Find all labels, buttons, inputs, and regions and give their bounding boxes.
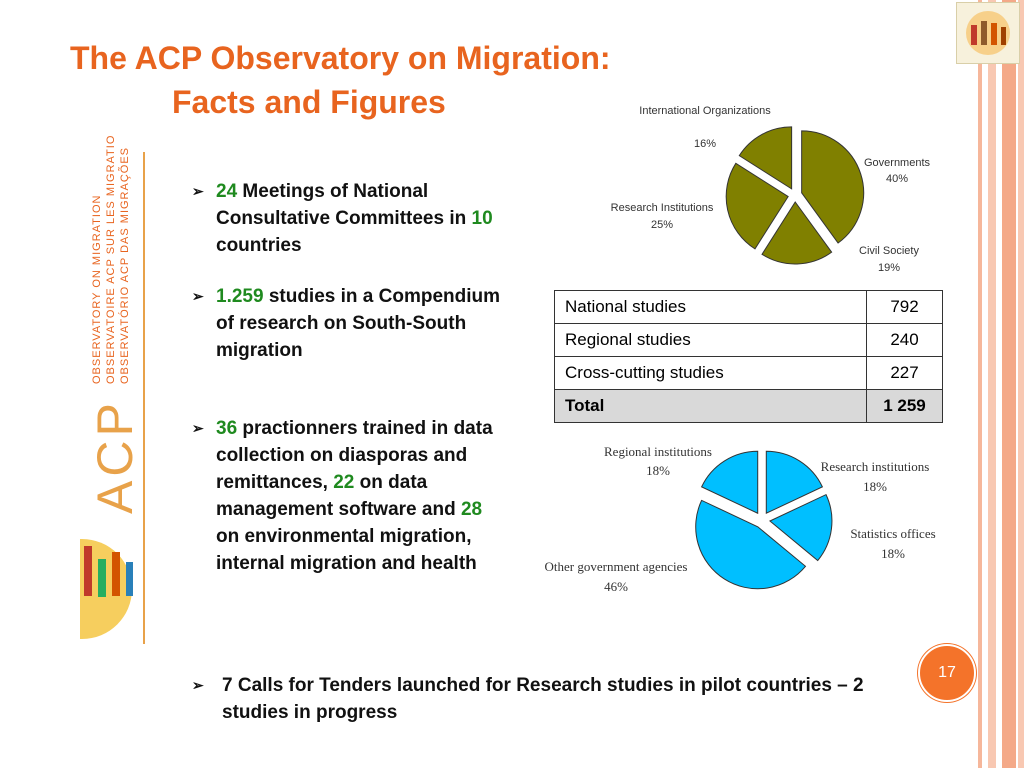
- bullet-arrow-icon: ➢: [192, 420, 204, 436]
- bullet-item-studies: [192, 283, 504, 364]
- pie2-pct-research-institutions: 18%: [863, 479, 887, 494]
- pie1-pct-governments: 40%: [885, 173, 909, 185]
- pie-chart-stakeholders: [590, 100, 950, 280]
- pie1-label-international-organizations: International Organizations: [639, 105, 771, 117]
- decor-stripe: [1018, 0, 1024, 768]
- bullet-text: on environmental migration, internal migration and health: [216, 526, 477, 574]
- bullet-number: 22: [333, 472, 355, 493]
- logo-line-3: OBSERVATÓRIO ACP DAS MIGRAÇÕES: [119, 146, 131, 384]
- decor-stripe: [978, 0, 982, 768]
- pie1-pct-civil-society: 19%: [877, 262, 901, 274]
- bullet-item-calls: [192, 672, 902, 726]
- bullet-number: 36: [216, 418, 238, 439]
- table-cell-label: Total: [555, 390, 867, 423]
- bullet-text: 7 Calls for Tenders launched for Research studies in pilot countries – 2 studies in progress: [222, 675, 864, 723]
- pie2-pct-statistics-offices: 18%: [881, 546, 905, 561]
- acp-logo: [80, 134, 150, 644]
- pie1-label-civil-society: Civil Society: [859, 245, 919, 257]
- pie2-label-other-government-agencies: Other government agencies: [544, 559, 688, 574]
- pie1-label-governments: Governments: [863, 157, 931, 169]
- page-title-line2: Facts and Figures: [172, 84, 446, 120]
- bullet-text: Meetings of National Consultative Committees in: [216, 181, 472, 229]
- bullet-number: 10: [471, 208, 493, 229]
- bullet-number: 1.259: [216, 286, 264, 307]
- logo-line-1: OBSERVATORY ON MIGRATION: [91, 194, 103, 384]
- table-cell-value: 1 259: [867, 390, 943, 423]
- table-cell-label: Regional studies: [555, 324, 867, 357]
- table-cell-label: Cross-cutting studies: [555, 357, 867, 390]
- bullet-text: on data management software and: [216, 472, 461, 520]
- pie1-label-research-institutions: Research Institutions: [610, 202, 714, 214]
- bullet-item-training: [192, 415, 504, 577]
- decor-stripe: [988, 0, 996, 768]
- bullet-number: 24: [216, 181, 238, 202]
- bullet-text: studies in a Compendium of research on South-South migration: [216, 286, 501, 361]
- pie1-pct-international-organizations: 16%: [693, 138, 717, 150]
- table-cell-value: 227: [867, 357, 943, 390]
- table-cell-value: 792: [867, 291, 943, 324]
- decor-stripe: [1002, 0, 1016, 768]
- pie-chart-institutions: [528, 440, 958, 602]
- page-number-badge: [918, 644, 976, 702]
- pie1-pct-research-institutions: 25%: [650, 219, 674, 231]
- table-cell-value: 240: [867, 324, 943, 357]
- logo-acp: ACP: [87, 399, 143, 514]
- table-row-total: [555, 390, 943, 423]
- pie2-pct-other-government-agencies: 46%: [604, 579, 628, 594]
- bullet-text: countries: [216, 235, 302, 256]
- pie2-label-research-institutions: Research institutions: [820, 459, 930, 474]
- page-number: 17: [938, 664, 956, 681]
- studies-table: [554, 290, 943, 423]
- bullet-list: [192, 178, 504, 601]
- table-row: [555, 324, 943, 357]
- table-cell-label: National studies: [555, 291, 867, 324]
- table-row: [555, 357, 943, 390]
- bullet-arrow-icon: ➢: [192, 183, 204, 199]
- bullet-text: practionners trained in data collection on diasporas and remittances,: [216, 418, 493, 493]
- pie2-label-statistics-offices: Statistics offices: [850, 526, 936, 541]
- corner-logo-image: [956, 2, 1020, 64]
- table-row: [555, 291, 943, 324]
- pie2-pct-regional-institutions: 18%: [646, 463, 670, 478]
- pie2-label-regional-institutions: Regional institutions: [604, 444, 712, 459]
- bullet-number: 28: [460, 499, 483, 520]
- logo-line-2: OBSERVATOIRE ACP SUR LES MIGRATIONS: [105, 134, 117, 384]
- bullet-arrow-icon: ➢: [192, 677, 204, 693]
- bullet-arrow-icon: ➢: [192, 288, 204, 304]
- bullet-item-meetings: [192, 178, 504, 259]
- page-title-line1: The ACP Observatory on Migration:: [70, 40, 611, 76]
